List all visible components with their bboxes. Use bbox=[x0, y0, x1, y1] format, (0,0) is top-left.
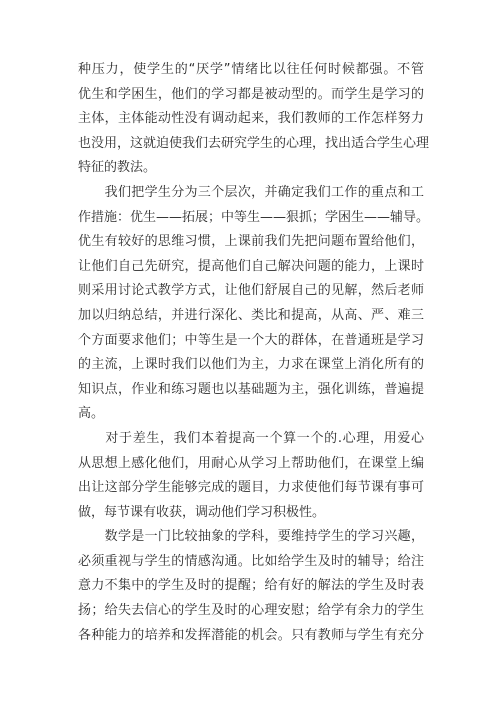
text-line: 个方面要求他们；中等生是一个大的群体，在普通班是学习 bbox=[78, 332, 424, 348]
paragraph-1 bbox=[78, 58, 430, 181]
paragraph-4 bbox=[78, 525, 424, 648]
paragraph-2 bbox=[78, 181, 430, 427]
body-text bbox=[78, 58, 430, 648]
text-line: 做，每节课有收获，调动他们学习积极性。 bbox=[78, 504, 326, 520]
text-line: 出让这部分学生能够完成的题目，力求使他们每节课有事可 bbox=[78, 480, 424, 496]
text-line: 让他们自己先研究，提高他们自己解决问题的能力，上课时 bbox=[78, 258, 424, 274]
paragraph-3 bbox=[78, 427, 424, 525]
text-line: 特征的教法。 bbox=[78, 160, 157, 176]
text-line: 各种能力的培养和发挥潜能的机会。只有教师与学生有充分 bbox=[78, 627, 424, 643]
text-line: 加以归纳总结，并进行深化、类比和提高，从高、严、难三 bbox=[78, 307, 424, 323]
text-line: 对于差生，我们本着提高一个算一个的.心理，用爱心 bbox=[78, 430, 424, 446]
text-line: 作措施：优生——拓展；中等生——狠抓；学困生——辅导。 bbox=[78, 209, 430, 225]
text-line: 我们把学生分为三个层次，并确定我们工作的重点和工 bbox=[78, 184, 424, 200]
text-line: 数学是一门比较抽象的学科，要维持学生的学习兴趣， bbox=[78, 529, 424, 545]
text-line: 高。 bbox=[78, 406, 105, 422]
text-line: 从思想上感化他们，用耐心从学习上帮助他们，在课堂上编 bbox=[78, 455, 424, 471]
text-line: 扬；给失去信心的学生及时的心理安慰；给学有余力的学生 bbox=[78, 603, 424, 619]
text-line: 也没用，这就迫使我们去研究学生的心理，找出适合学生心理 bbox=[78, 135, 430, 151]
text-line: 优生有较好的思维习惯，上课前我们先把问题布置给他们， bbox=[78, 234, 424, 250]
text-line: 优生和学困生，他们的学习都是被动型的。而学生是学习的 bbox=[78, 86, 424, 102]
text-line: 意力不集中的学生及时的提醒；给有好的解法的学生及时表 bbox=[78, 578, 424, 594]
text-line: 必须重视与学生的情感沟通。比如给学生及时的辅导；给注 bbox=[78, 553, 424, 569]
text-line: 则采用讨论式教学方式，让他们舒展自己的见解，然后老师 bbox=[78, 283, 424, 299]
text-line: 种压力，使学生的“厌学”情绪比以往任何时候都强。不管 bbox=[78, 62, 424, 77]
text-line: 主体，主体能动性没有调动起来，我们教师的工作怎样努力 bbox=[78, 111, 424, 127]
text-line: 的主流，上课时我们以他们为主，力求在课堂上消化所有的 bbox=[78, 357, 424, 373]
text-line: 知识点，作业和练习题也以基础题为主，强化训练，普遍提 bbox=[78, 381, 424, 397]
